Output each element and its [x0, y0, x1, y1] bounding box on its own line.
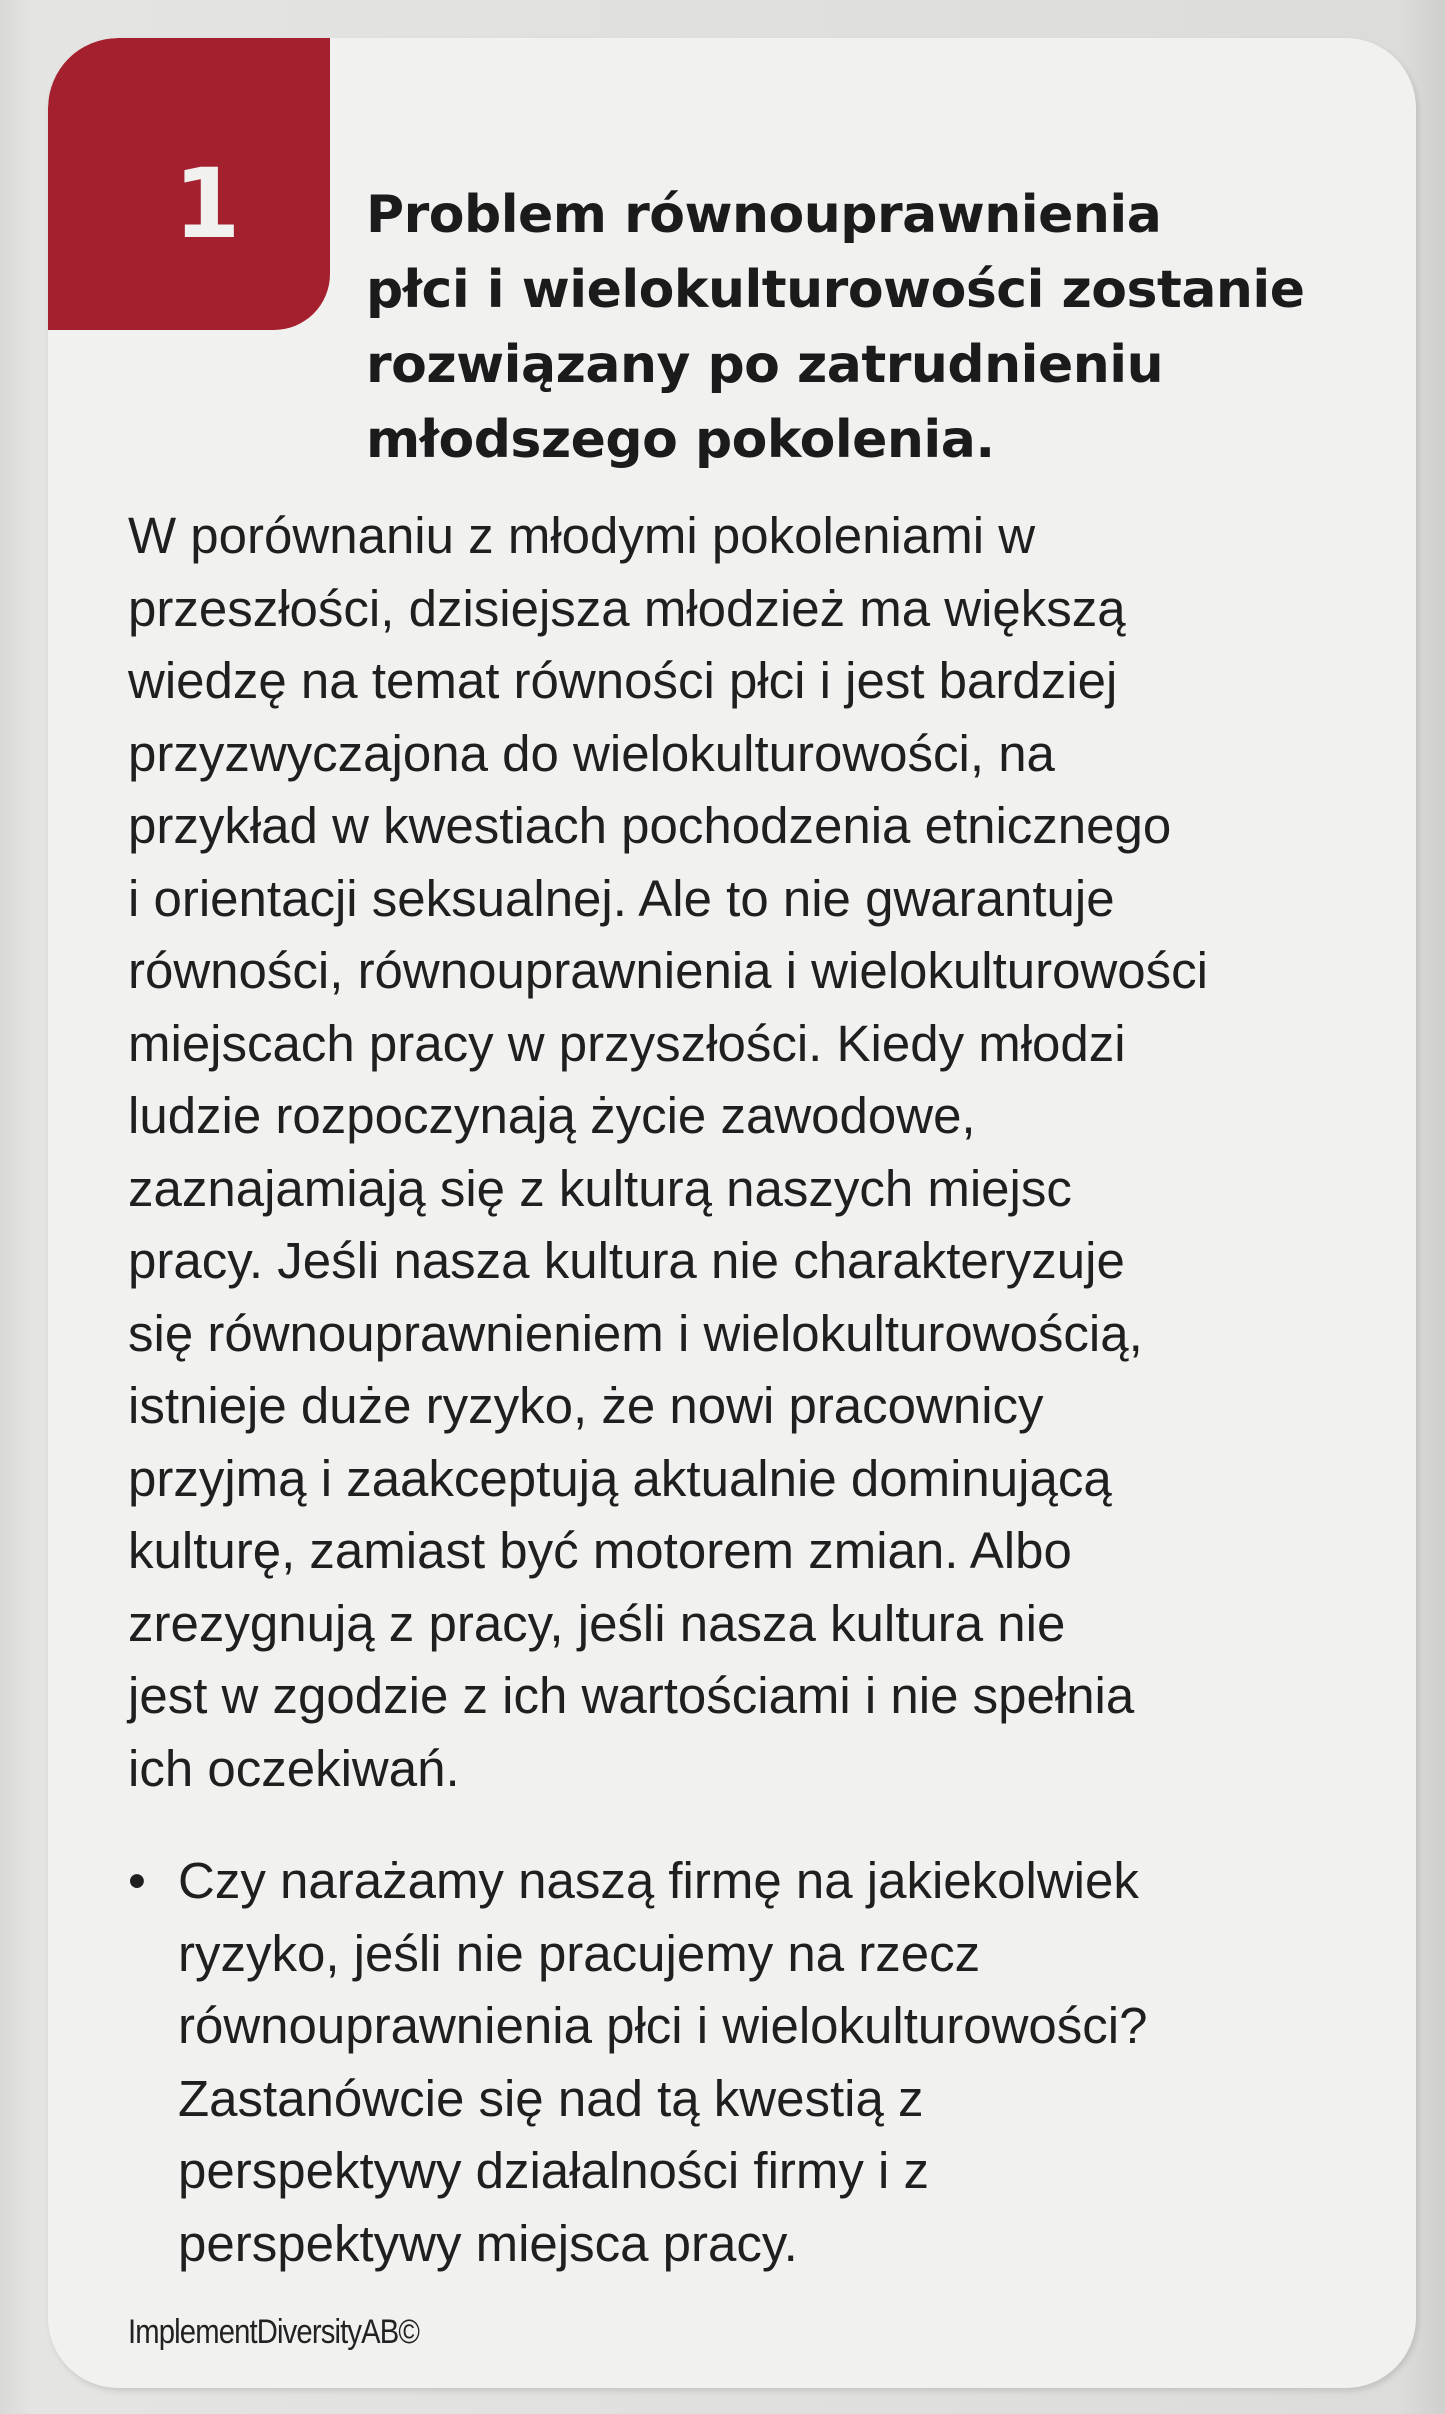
body-line: ich oczekiwań.: [128, 1739, 460, 1797]
body-line: kulturę, zamiast być motorem zmian. Albo: [128, 1522, 1072, 1579]
body-line: miejscach pracy w przyszłości. Kiedy młodzi: [128, 1014, 1126, 1072]
body-line: przyzwyczajona do wielokulturowości, na: [128, 724, 1055, 782]
discussion-question: [128, 1845, 1398, 2280]
question-line: perspektywy działalności firmy i z: [178, 2142, 930, 2199]
body-line: wiedzę na temat równości płci i jest bardziej: [128, 652, 1118, 709]
body-line: pracy. Jeśli nasza kultura nie charakteryzuje: [128, 1232, 1125, 1289]
bullet-icon: •: [128, 1852, 146, 1909]
question-line: Czy narażamy naszą firmę na jakiekolwiek: [178, 1852, 1139, 1909]
body-line: ludzie rozpoczynają życie zawodowe,: [128, 1087, 976, 1144]
card-number: 1: [173, 148, 241, 260]
body-line: zrezygnują z pracy, jeśli nasza kultura nie: [128, 1594, 1066, 1652]
body-line: przyjmą i zaakceptują aktualnie dominującą: [128, 1449, 1112, 1507]
body-line: się równouprawnieniem i wielokulturowością,: [128, 1304, 1143, 1362]
body-line: równości, równouprawnienia i wielokulturowości: [128, 942, 1208, 999]
card-title-line: rozwiązany po zatrudnieniu: [366, 335, 1164, 395]
copyright-notice: ImplementDiversityAB©: [128, 2313, 420, 2351]
body-line: i orientacji seksualnej. Ale to nie gwarantuje: [128, 869, 1115, 927]
question-line: równouprawnienia płci i wielokulturowości?: [178, 1997, 1148, 2054]
card-title: [366, 178, 1386, 478]
card-title-line: płci i wielokulturowości zostanie: [366, 260, 1305, 320]
question-line: Zastanówcie się nad tą kwestią z: [178, 2069, 924, 2127]
card-title-line: Problem równouprawnienia: [366, 185, 1162, 245]
card-number-tab: [48, 38, 330, 330]
body-line: istnieje duże ryzyko, że nowi pracownicy: [128, 1377, 1044, 1434]
body-line: W porównaniu z młodymi pokoleniami w: [128, 507, 1036, 564]
card-title-line: młodszego pokolenia.: [366, 410, 995, 470]
body-line: przeszłości, dzisiejsza młodzież ma większą: [128, 579, 1126, 637]
card-body-text: [128, 500, 1398, 1805]
question-line: perspektywy miejsca pracy.: [178, 2214, 798, 2272]
body-line: zaznajamiają się z kulturą naszych miejsc: [128, 1159, 1072, 1217]
card: [48, 38, 1416, 2388]
body-line: przykład w kwestiach pochodzenia etnicznego: [128, 797, 1172, 854]
question-text: [178, 1845, 1398, 2280]
question-line: ryzyko, jeśli nie pracujemy na rzecz: [178, 1924, 981, 1982]
body-line: jest w zgodzie z ich wartościami i nie spełnia: [128, 1667, 1135, 1724]
